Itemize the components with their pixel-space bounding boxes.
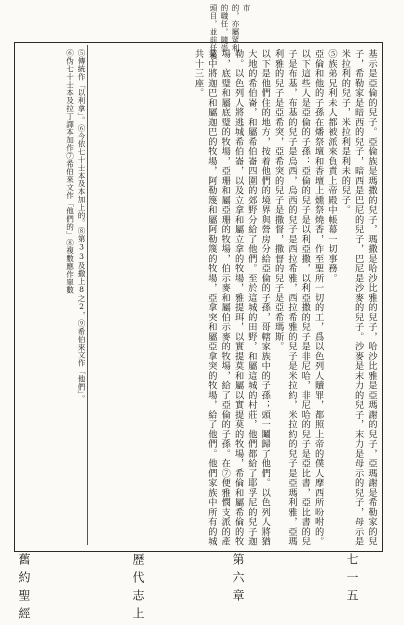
body-paragraph: 基示是亞倫的兒子。亞倫族是瑪撒的兒子，瑪撒是哈沙比雅的兒子，哈沙比雅是亞瑪謝的兒子，亞瑪謝是希勒家的兒子，希勒家是暗西的兒子，暗西是巴尼的兒子，巴尼是沙麥的兒子。沙麥是末力的兒子，末力是母示的兒子，母示是米拉利的兒子，米拉利是利未的兒子。 — [339, 49, 377, 547]
body-paragraph: 亞倫和他的子孫在燔祭壇和香壇上燻祭燒香，作至聖所一切的工，爲以色列人贖罪，都照上帝的僕人摩西所吩咐的。以下這些人是亞倫的子孫：亞倫的兒子是以利亞撒，以利亞撒的兒子是非尼哈，非尼哈的兒子是亞比書，亞比書的兒子是布基，布基的兒子是烏西，烏西的兒子是西拉希雅，西拉希雅的兒子是米拉約，米拉約的兒子是亞瑪利雅，亞瑪利雅的兒子是亞希突，亞希突的兒子是撒督，撒督的兒子是亞希瑪斯。 — [272, 49, 324, 547]
footer-chapter: 第六章 — [231, 553, 245, 607]
footnote: ⑤傳統作「以利拿」。⑥今依七十士本及本加上的。⑧第33及撒上8之2，⑨希伯來文作「他們」。 — [77, 49, 86, 403]
page-footer — [0, 553, 404, 625]
page-frame — [14, 42, 383, 552]
footnotes — [17, 49, 87, 549]
running-head-line: 的職任，隨崇 — [220, 4, 229, 52]
page-number: 七一五 — [345, 553, 359, 607]
running-head-line: 市 — [242, 4, 251, 12]
running-head-line: 頭目，並前任後 — [209, 4, 218, 60]
running-head — [209, 4, 251, 60]
footnote: ⑥伪七十士本及拉丁譯本加作⑦希伯來文作「他們的」⑧複數應作單數 — [65, 49, 75, 294]
body-paragraph: 以下是他們住的地方，按着他們的境界與營房分給亞倫的子孫，哥轄家族中的子孫；頭一鬮歸了他們。以色列人將猶大地的希伯崙，和屬希伯崙四圍的郊野分給了他們。至於這城的田野，和屬這城的村莊，他們都給了耶孚尼的兒子迦勒。以色列人將逃城希伯崙，以及立拿和屬立拿的牧場，雅提珥，以實提莫和屬以實提莫的牧場，希倫和屬希倫的牧場，底璧和屬底璧的牧場，亞珊和屬亞珊的牧場，伯示麥和屬伯示麥的牧場，給了亞倫的子孫。在⑦便雅憫支派的產業中將迦巴和屬迦巴的牧場，阿勒篾和屬阿勒篾的牧場，亞拿突和屬亞拿突的牧場，給了他們。他們家族中所有的城共十三座。 — [192, 49, 271, 547]
body-paragraph: ⑤族弟兄利未人都被派來負責上帝殿中帳幕一切事務。 — [325, 49, 337, 283]
footer-book-title: 舊約聖經 — [17, 553, 31, 625]
notes-divider — [87, 45, 88, 545]
footer-section: 歷代志上 — [131, 553, 145, 625]
running-head-line: 的，亦屬眾利 — [231, 4, 240, 52]
